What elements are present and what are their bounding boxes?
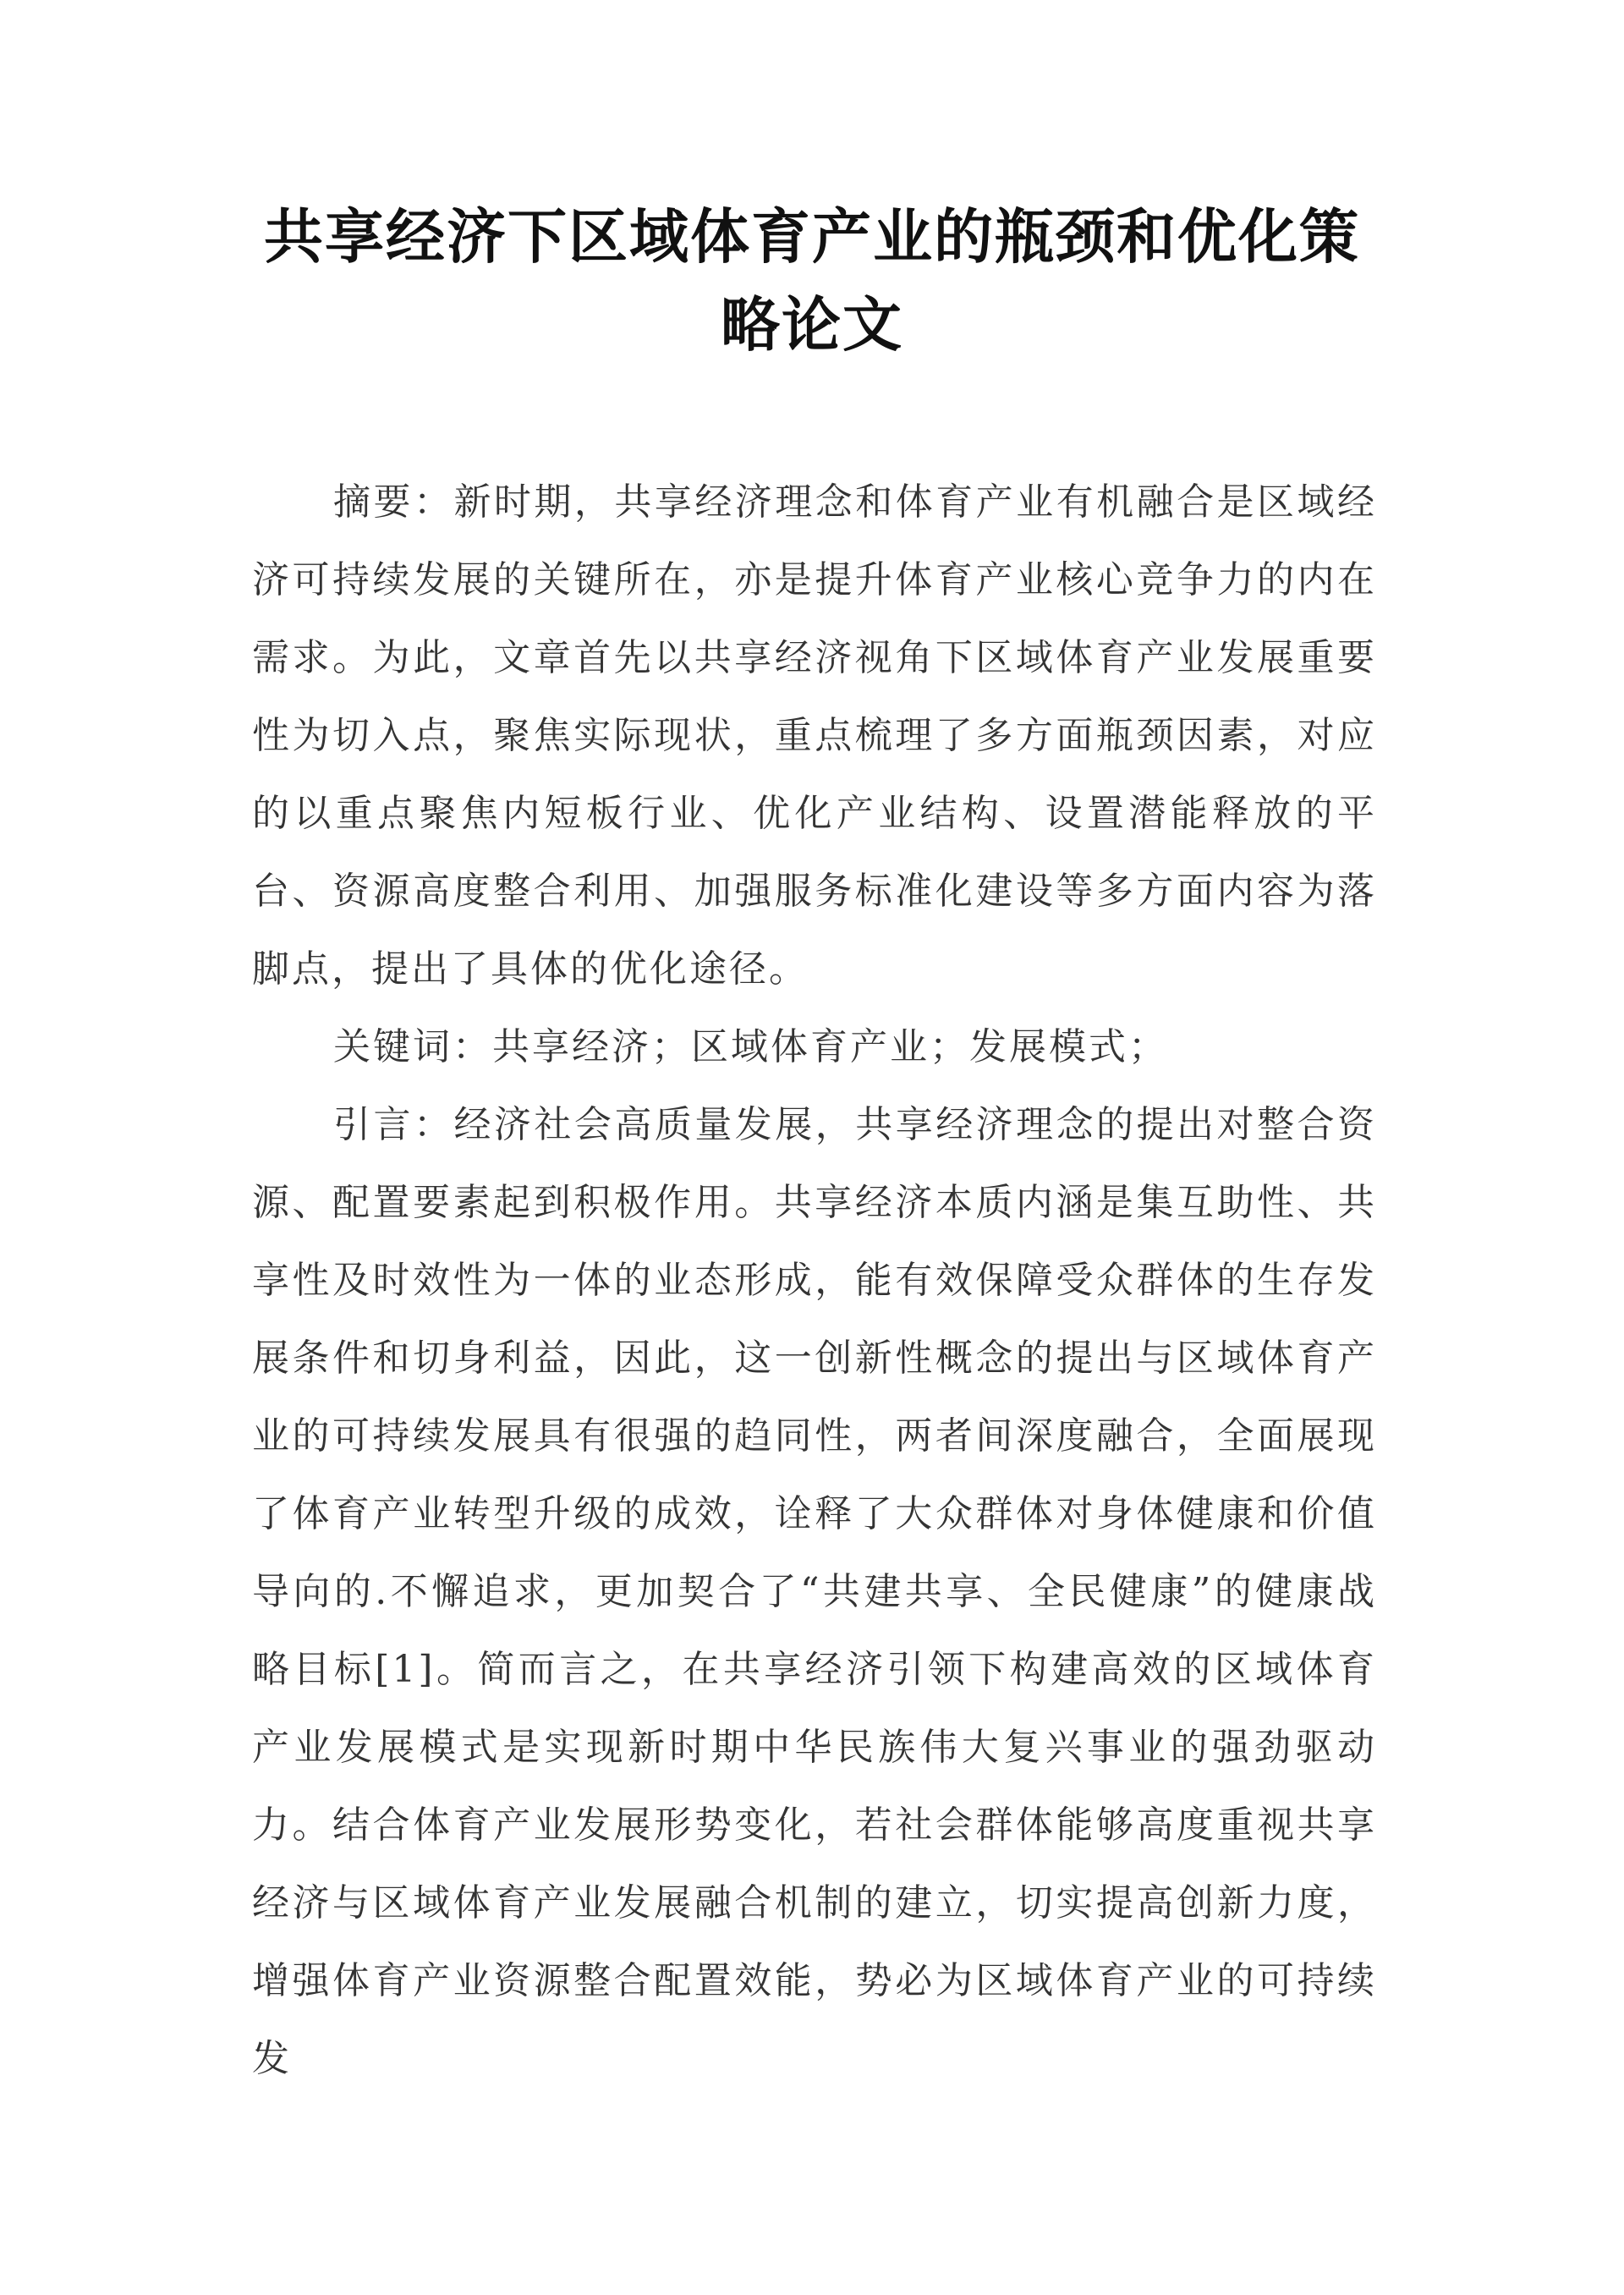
- document-body: [252, 464, 1377, 2098]
- abstract-paragraph: 摘要：新时期，共享经济理念和体育产业有机融合是区域经济可持续发展的关键所在，亦是提升体育产业核心竞争力的内在需求。为此，文章首先以共享经济视角下区域体育产业发展重要性为切入点，聚焦实际现状，重点梳理了多方面瓶颈因素，对应的以重点聚焦内短板行业、优化产业结构、设置潜能释放的平台、资源高度整合利用、加强服务标准化建设等多方面内容为落脚点，提出了具体的优化途径。: [252, 480, 1377, 991]
- document-title: 共享经济下区域体育产业的瓶颈和优化策略论文: [264, 202, 1360, 360]
- keywords-paragraph: 关键词：共享经济；区域体育产业；发展模式；: [333, 1025, 1168, 1068]
- introduction-paragraph: 引言：经济社会高质量发展，共享经济理念的提出对整合资源、配置要素起到积极作用。共享经济本质内涵是集互助性、共享性及时效性为一体的业态形成，能有效保障受众群体的生存发展条件和切身利益，因此，这一创新性概念的提出与区域体育产业的可持续发展具有很强的趋同性，两者间深度融合，全面展现了体育产业转型升级的成效，诠释了大众群体对身体健康和价值导向的.不懈追求，更加契合了“共建共享、全民健康”的健康战略目标[1]。简而言之，在共享经济引领下构建高效的区域体育产业发展模式是实现新时期中华民族伟大复兴事业的强劲驱动力。结合体育产业发展形势变化，若社会群体能够高度重视共享经济与区域体育产业发展融合机制的建立，切实提高创新力度，增强体育产业资源整合配置效能，势必为区域体育产业的可持续发: [252, 1103, 1377, 2080]
